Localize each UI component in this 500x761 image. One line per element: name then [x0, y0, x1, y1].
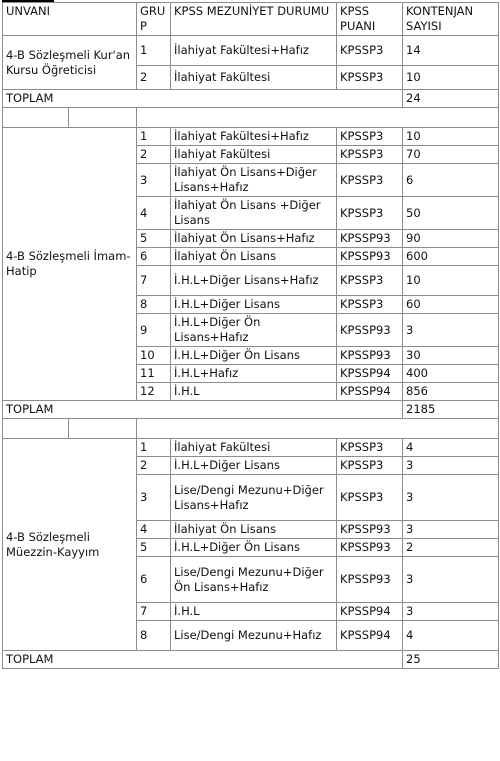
cell-mezuniyet: İlahiyat Fakültesi	[171, 66, 337, 90]
cell-mezuniyet: İlahiyat Fakültesi+Hafız	[171, 128, 337, 146]
section-title: 4-B Sözleşmeli İmam-Hatip	[3, 128, 137, 401]
cell-mezuniyet: Lise/Dengi Mezunu+Hafız	[171, 621, 337, 651]
total-label: TOPLAM	[3, 651, 403, 669]
cell-grup: 3	[137, 475, 171, 521]
cell-mezuniyet: İ.H.L+Diğer Ön Lisans	[171, 539, 337, 557]
cell-mezuniyet: İ.H.L+Diğer Lisans	[171, 457, 337, 475]
cell-puan: KPSSP3	[337, 266, 403, 296]
cell-mezuniyet: Lise/Dengi Mezunu+Diğer Lisans+Hafız	[171, 475, 337, 521]
cell-grup: 7	[137, 603, 171, 621]
cell-puan: KPSSP3	[337, 296, 403, 314]
cell-mezuniyet: İ.H.L	[171, 383, 337, 401]
total-row	[3, 651, 499, 669]
header-puan: KPSS PUANI	[337, 3, 403, 36]
table-row	[3, 128, 499, 146]
cell-mezuniyet: İlahiyat Ön Lisans +Diğer Lisans	[171, 197, 337, 230]
cell-mezuniyet: İlahiyat Ön Lisans	[171, 248, 337, 266]
cell-puan: KPSSP3	[337, 146, 403, 164]
spacer-cell	[137, 108, 499, 128]
cell-puan: KPSSP93	[337, 557, 403, 603]
total-label: TOPLAM	[3, 401, 403, 419]
cell-mezuniyet: İlahiyat Fakültesi	[171, 146, 337, 164]
cell-mezuniyet: Lise/Dengi Mezunu+Diğer Ön Lisans+Hafız	[171, 557, 337, 603]
total-value: 25	[403, 651, 499, 669]
cell-grup: 7	[137, 266, 171, 296]
cell-puan: KPSSP94	[337, 621, 403, 651]
cell-puan: KPSSP3	[337, 457, 403, 475]
spacer-cell	[3, 108, 69, 128]
cell-mezuniyet: İlahiyat Ön Lisans+Hafız	[171, 230, 337, 248]
cell-puan: KPSSP94	[337, 383, 403, 401]
total-value: 2185	[403, 401, 499, 419]
cell-puan: KPSSP3	[337, 197, 403, 230]
cell-mezuniyet: İlahiyat Ön Lisans	[171, 521, 337, 539]
table-row	[3, 439, 499, 457]
cell-puan: KPSSP94	[337, 603, 403, 621]
cell-grup: 9	[137, 314, 171, 347]
cell-puan: KPSSP3	[337, 128, 403, 146]
spacer-row	[3, 419, 499, 439]
cell-grup: 1	[137, 36, 171, 66]
cell-mezuniyet: İ.H.L+Diğer Lisans+Hafız	[171, 266, 337, 296]
header-unvani: UNVANI	[3, 3, 137, 36]
cell-kontenjan: 600	[403, 248, 499, 266]
cell-puan: KPSSP93	[337, 230, 403, 248]
cell-mezuniyet: İ.H.L	[171, 603, 337, 621]
cell-mezuniyet: İ.H.L+Diğer Ön Lisans+Hafız	[171, 314, 337, 347]
cell-kontenjan: 6	[403, 164, 499, 197]
spacer-cell	[3, 419, 69, 439]
cell-kontenjan: 30	[403, 347, 499, 365]
cell-kontenjan: 50	[403, 197, 499, 230]
header-mezuniyet: KPSS MEZUNİYET DURUMU	[171, 3, 337, 36]
cell-puan: KPSSP94	[337, 365, 403, 383]
cell-puan: KPSSP3	[337, 439, 403, 457]
cell-grup: 6	[137, 248, 171, 266]
cell-mezuniyet: İlahiyat Fakültesi+Hafız	[171, 36, 337, 66]
cell-mezuniyet: İ.H.L+Diğer Ön Lisans	[171, 347, 337, 365]
kontenjan-table	[2, 2, 499, 669]
cell-kontenjan: 10	[403, 66, 499, 90]
cell-puan: KPSSP3	[337, 164, 403, 197]
section-title: 4-B Sözleşmeli Kur'an Kursu Öğreticisi	[3, 36, 137, 90]
cell-grup: 8	[137, 621, 171, 651]
cell-kontenjan: 90	[403, 230, 499, 248]
cell-grup: 1	[137, 128, 171, 146]
cell-puan: KPSSP93	[337, 347, 403, 365]
cell-kontenjan: 856	[403, 383, 499, 401]
cell-kontenjan: 3	[403, 457, 499, 475]
cell-mezuniyet: İ.H.L+Diğer Lisans	[171, 296, 337, 314]
cell-puan: KPSSP93	[337, 248, 403, 266]
cell-mezuniyet: İlahiyat Fakültesi	[171, 439, 337, 457]
header-grup: GRUP	[137, 3, 171, 36]
cell-puan: KPSSP3	[337, 475, 403, 521]
cell-grup: 3	[137, 164, 171, 197]
table-body	[3, 36, 499, 669]
cell-kontenjan: 3	[403, 603, 499, 621]
table-row	[3, 36, 499, 66]
cell-grup: 5	[137, 230, 171, 248]
header-row	[3, 3, 499, 36]
cell-kontenjan: 2	[403, 539, 499, 557]
cell-grup: 6	[137, 557, 171, 603]
section-title: 4-B Sözleşmeli Müezzin-Kayyım	[3, 439, 137, 651]
total-label: TOPLAM	[3, 90, 403, 108]
cell-puan: KPSSP3	[337, 36, 403, 66]
cell-grup: 2	[137, 66, 171, 90]
cell-kontenjan: 3	[403, 314, 499, 347]
cell-grup: 4	[137, 197, 171, 230]
cell-grup: 5	[137, 539, 171, 557]
cell-puan: KPSSP93	[337, 521, 403, 539]
cell-grup: 12	[137, 383, 171, 401]
cell-grup: 1	[137, 439, 171, 457]
cell-kontenjan: 3	[403, 475, 499, 521]
cell-kontenjan: 3	[403, 521, 499, 539]
cell-kontenjan: 10	[403, 266, 499, 296]
spacer-cell	[137, 419, 499, 439]
total-row	[3, 401, 499, 419]
cell-kontenjan: 14	[403, 36, 499, 66]
header-kontenjan: KONTENJAN SAYISI	[403, 3, 499, 36]
cell-kontenjan: 3	[403, 557, 499, 603]
cell-puan: KPSSP93	[337, 314, 403, 347]
cell-grup: 4	[137, 521, 171, 539]
cell-grup: 2	[137, 457, 171, 475]
cell-puan: KPSSP3	[337, 66, 403, 90]
total-row	[3, 90, 499, 108]
cell-grup: 8	[137, 296, 171, 314]
cell-kontenjan: 400	[403, 365, 499, 383]
total-value: 24	[403, 90, 499, 108]
cell-kontenjan: 10	[403, 128, 499, 146]
cell-grup: 10	[137, 347, 171, 365]
cell-kontenjan: 60	[403, 296, 499, 314]
spacer-cell	[69, 419, 137, 439]
cell-grup: 2	[137, 146, 171, 164]
spacer-row	[3, 108, 499, 128]
cell-mezuniyet: İ.H.L+Hafız	[171, 365, 337, 383]
spacer-cell	[69, 108, 137, 128]
cell-kontenjan: 4	[403, 439, 499, 457]
cell-mezuniyet: İlahiyat Ön Lisans+Diğer Lisans+Hafız	[171, 164, 337, 197]
cell-kontenjan: 4	[403, 621, 499, 651]
cell-kontenjan: 70	[403, 146, 499, 164]
cell-puan: KPSSP93	[337, 539, 403, 557]
cell-grup: 11	[137, 365, 171, 383]
